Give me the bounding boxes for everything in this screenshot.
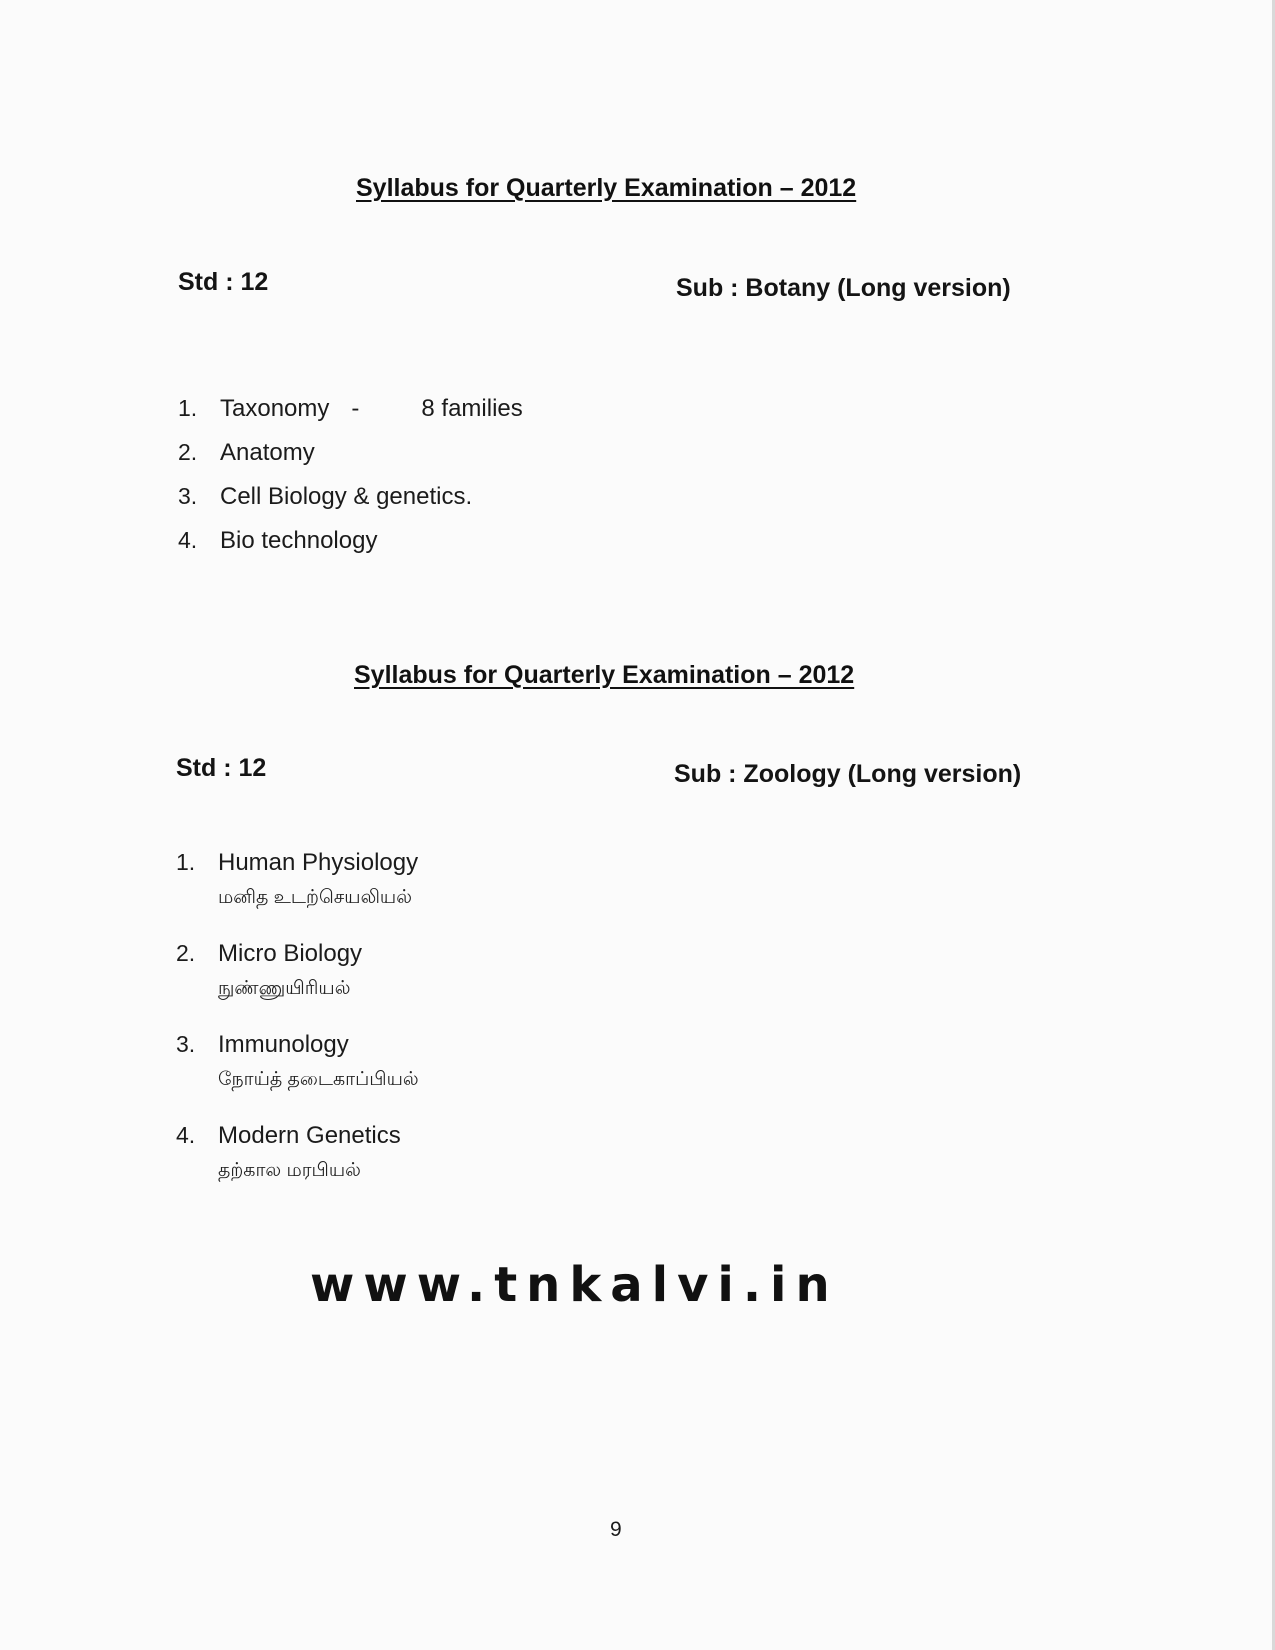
list-item [176, 849, 419, 940]
page-number: 9 [610, 1518, 622, 1541]
botany-section-title: Syllabus for Quarterly Examination – 2012 [356, 174, 857, 202]
list-item [178, 527, 523, 571]
list-item [178, 483, 523, 527]
item-tamil-label: தற்கால மரபியல் [218, 1160, 361, 1181]
zoology-section-title: Syllabus for Quarterly Examination – 2012 [354, 661, 855, 689]
item-number: 3. [178, 483, 198, 509]
list-item [178, 395, 523, 439]
item-number: 3. [176, 1031, 196, 1057]
item-number: 2. [176, 940, 196, 966]
item-number: 1. [176, 849, 196, 875]
zoology-subject-label: Sub : Zoology (Long version) [674, 760, 1022, 788]
item-label: Immunology [218, 1031, 349, 1058]
botany-topic-list [178, 395, 523, 571]
item-label: Taxonomy [220, 395, 330, 422]
item-number: 1. [178, 395, 198, 421]
item-separator: - [351, 395, 360, 422]
list-item [176, 940, 419, 1031]
website-watermark: www.tnkalvi.in [310, 1257, 839, 1313]
zoology-std-label: Std : 12 [176, 754, 267, 782]
item-label: Micro Biology [218, 940, 363, 967]
item-detail: 8 families [421, 395, 523, 422]
item-label: Human Physiology [218, 849, 419, 876]
item-tamil-label: நோய்த் தடைகாப்பியல் [218, 1069, 419, 1090]
item-tamil-label: மனித உடற்செயலியல் [218, 887, 412, 908]
list-item [178, 439, 523, 483]
list-item [176, 1122, 419, 1213]
botany-std-label: Std : 12 [178, 268, 269, 296]
item-number: 4. [178, 527, 198, 553]
item-number: 4. [176, 1122, 196, 1148]
item-label: Modern Genetics [218, 1122, 401, 1149]
item-tamil-label: நுண்ணுயிரியல் [218, 978, 351, 999]
zoology-topic-list [176, 849, 419, 1213]
item-number: 2. [178, 439, 198, 465]
list-item [176, 1031, 419, 1122]
item-label: Anatomy [220, 439, 315, 466]
item-label: Cell Biology & genetics. [220, 483, 473, 510]
item-label: Bio technology [220, 527, 378, 554]
botany-subject-label: Sub : Botany (Long version) [676, 274, 1011, 302]
